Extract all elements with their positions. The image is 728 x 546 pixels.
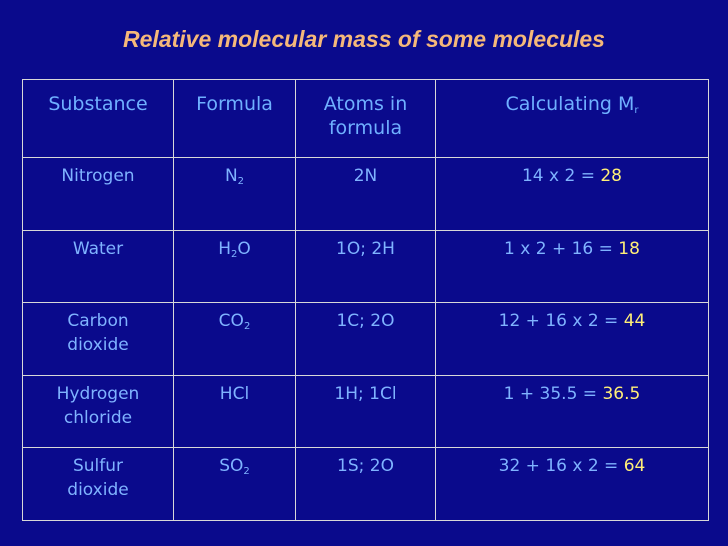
table-row bbox=[23, 303, 709, 376]
formula-text: O bbox=[237, 238, 251, 259]
formula-text: H bbox=[218, 238, 232, 259]
table-row bbox=[23, 375, 709, 448]
result-value: 28 bbox=[600, 166, 622, 186]
header-formula: Formula bbox=[174, 80, 296, 158]
substance-cell bbox=[23, 230, 174, 303]
formula-cell bbox=[174, 158, 296, 231]
calculation-cell bbox=[436, 230, 709, 303]
substance-name: dioxide bbox=[67, 335, 129, 356]
substance-cell bbox=[23, 448, 174, 521]
formula-subscript: 2 bbox=[231, 248, 238, 260]
formula-cell bbox=[174, 303, 296, 376]
header-atoms-line2: formula bbox=[328, 117, 403, 139]
formula-cell bbox=[174, 230, 296, 303]
calculation-text: 12 + 16 x 2 = bbox=[498, 311, 624, 332]
header-atoms bbox=[296, 80, 436, 158]
substance-cell bbox=[23, 375, 174, 448]
header-calc-base: Calculating M bbox=[505, 93, 635, 115]
formula-text: N bbox=[224, 166, 238, 186]
substance-name: Carbon bbox=[67, 311, 129, 332]
atoms-cell: 2N bbox=[296, 158, 436, 231]
atoms-cell: 1H; 1Cl bbox=[296, 375, 436, 448]
result-value: 44 bbox=[623, 311, 646, 332]
formula-subscript: 2 bbox=[243, 321, 251, 333]
calculation-text: 14 x 2 = bbox=[521, 166, 601, 186]
header-row bbox=[23, 80, 709, 158]
substance-cell bbox=[23, 158, 174, 231]
substance-name: chloride bbox=[63, 407, 133, 428]
header-calculating bbox=[436, 80, 709, 158]
header-atoms-line1: Atoms in bbox=[323, 93, 408, 115]
calculation-text: 32 + 16 x 2 = bbox=[498, 456, 624, 477]
substance-name: dioxide bbox=[67, 480, 129, 501]
substance-cell bbox=[23, 303, 174, 376]
formula-subscript: 2 bbox=[237, 176, 245, 187]
calculation-text: 1 + 35.5 = bbox=[503, 383, 603, 404]
header-substance: Substance bbox=[23, 80, 174, 158]
calculation-text: 1 x 2 + 16 = bbox=[504, 238, 619, 259]
table-row bbox=[23, 230, 709, 303]
calculation-cell bbox=[436, 375, 709, 448]
formula-cell bbox=[174, 448, 296, 521]
result-value: 18 bbox=[618, 238, 640, 259]
calculation-cell bbox=[436, 303, 709, 376]
calculation-cell bbox=[436, 158, 709, 231]
molecular-mass-table bbox=[22, 79, 709, 521]
substance-name: Water bbox=[72, 238, 124, 259]
table-row bbox=[23, 448, 709, 521]
formula-cell bbox=[174, 375, 296, 448]
substance-name: Hydrogen bbox=[56, 383, 140, 404]
header-calc-subscript: r bbox=[634, 105, 639, 116]
atoms-cell: 1C; 2O bbox=[296, 303, 436, 376]
atoms-cell: 1O; 2H bbox=[296, 230, 436, 303]
formula-text: HCl bbox=[219, 383, 250, 404]
calculation-cell bbox=[436, 448, 709, 521]
page-title: Relative molecular mass of some molecules bbox=[123, 26, 605, 52]
result-value: 36.5 bbox=[602, 383, 641, 404]
result-value: 64 bbox=[623, 456, 646, 477]
formula-text: CO bbox=[218, 311, 244, 332]
formula-subscript: 2 bbox=[243, 466, 250, 478]
substance-name: Nitrogen bbox=[61, 166, 135, 186]
table-row bbox=[23, 158, 709, 231]
atoms-cell: 1S; 2O bbox=[296, 448, 436, 521]
formula-text: SO bbox=[219, 456, 244, 477]
substance-name: Sulfur bbox=[72, 456, 124, 477]
